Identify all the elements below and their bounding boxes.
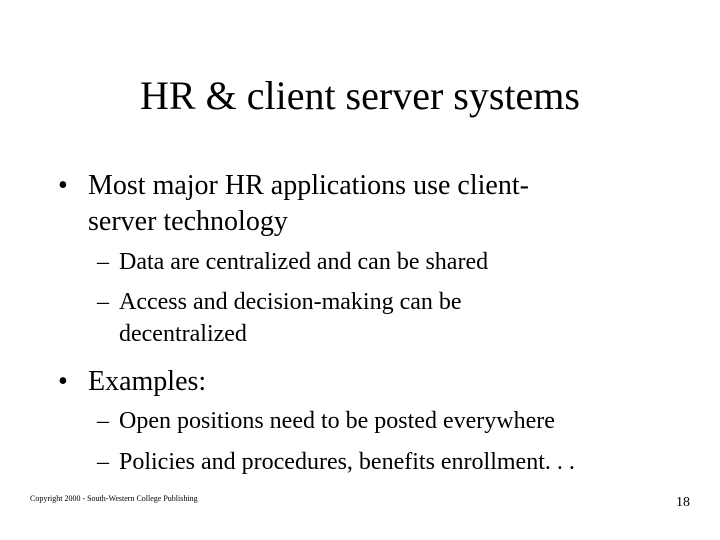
sub-bullet-text-line: Open positions need to be posted everywhere [119, 408, 555, 434]
bullet-text-line: Examples: [88, 366, 207, 397]
slide-title: HR & client server systems [140, 73, 580, 118]
sub-bullet-marker: – [97, 249, 109, 275]
bullet-item [58, 364, 658, 400]
bullet-item [58, 168, 658, 240]
bullet-marker: • [58, 170, 68, 201]
bullet-text-line: server technology [88, 206, 288, 237]
bullet-text-line: Most major HR applications use client- [88, 170, 529, 201]
sub-bullet-item [97, 405, 677, 437]
sub-bullet-marker: – [97, 289, 109, 315]
sub-bullet-text-line: decentralized [119, 321, 247, 347]
sub-bullet-item [97, 286, 657, 350]
sub-bullet-item [97, 246, 657, 278]
bullet-marker: • [58, 366, 68, 397]
copyright-notice: Copyright 2000 - South-Western College Publishing [30, 494, 198, 503]
sub-bullet-text-line: Data are centralized and can be shared [119, 249, 489, 275]
sub-bullet-text-line: Access and decision-making can be [119, 289, 462, 315]
sub-bullet-marker: – [97, 408, 109, 434]
sub-bullet-item [97, 446, 677, 478]
page-number: 18 [676, 495, 690, 510]
sub-bullet-marker: – [97, 449, 109, 475]
sub-bullet-text-line: Policies and procedures, benefits enrollment. . . [119, 449, 575, 475]
